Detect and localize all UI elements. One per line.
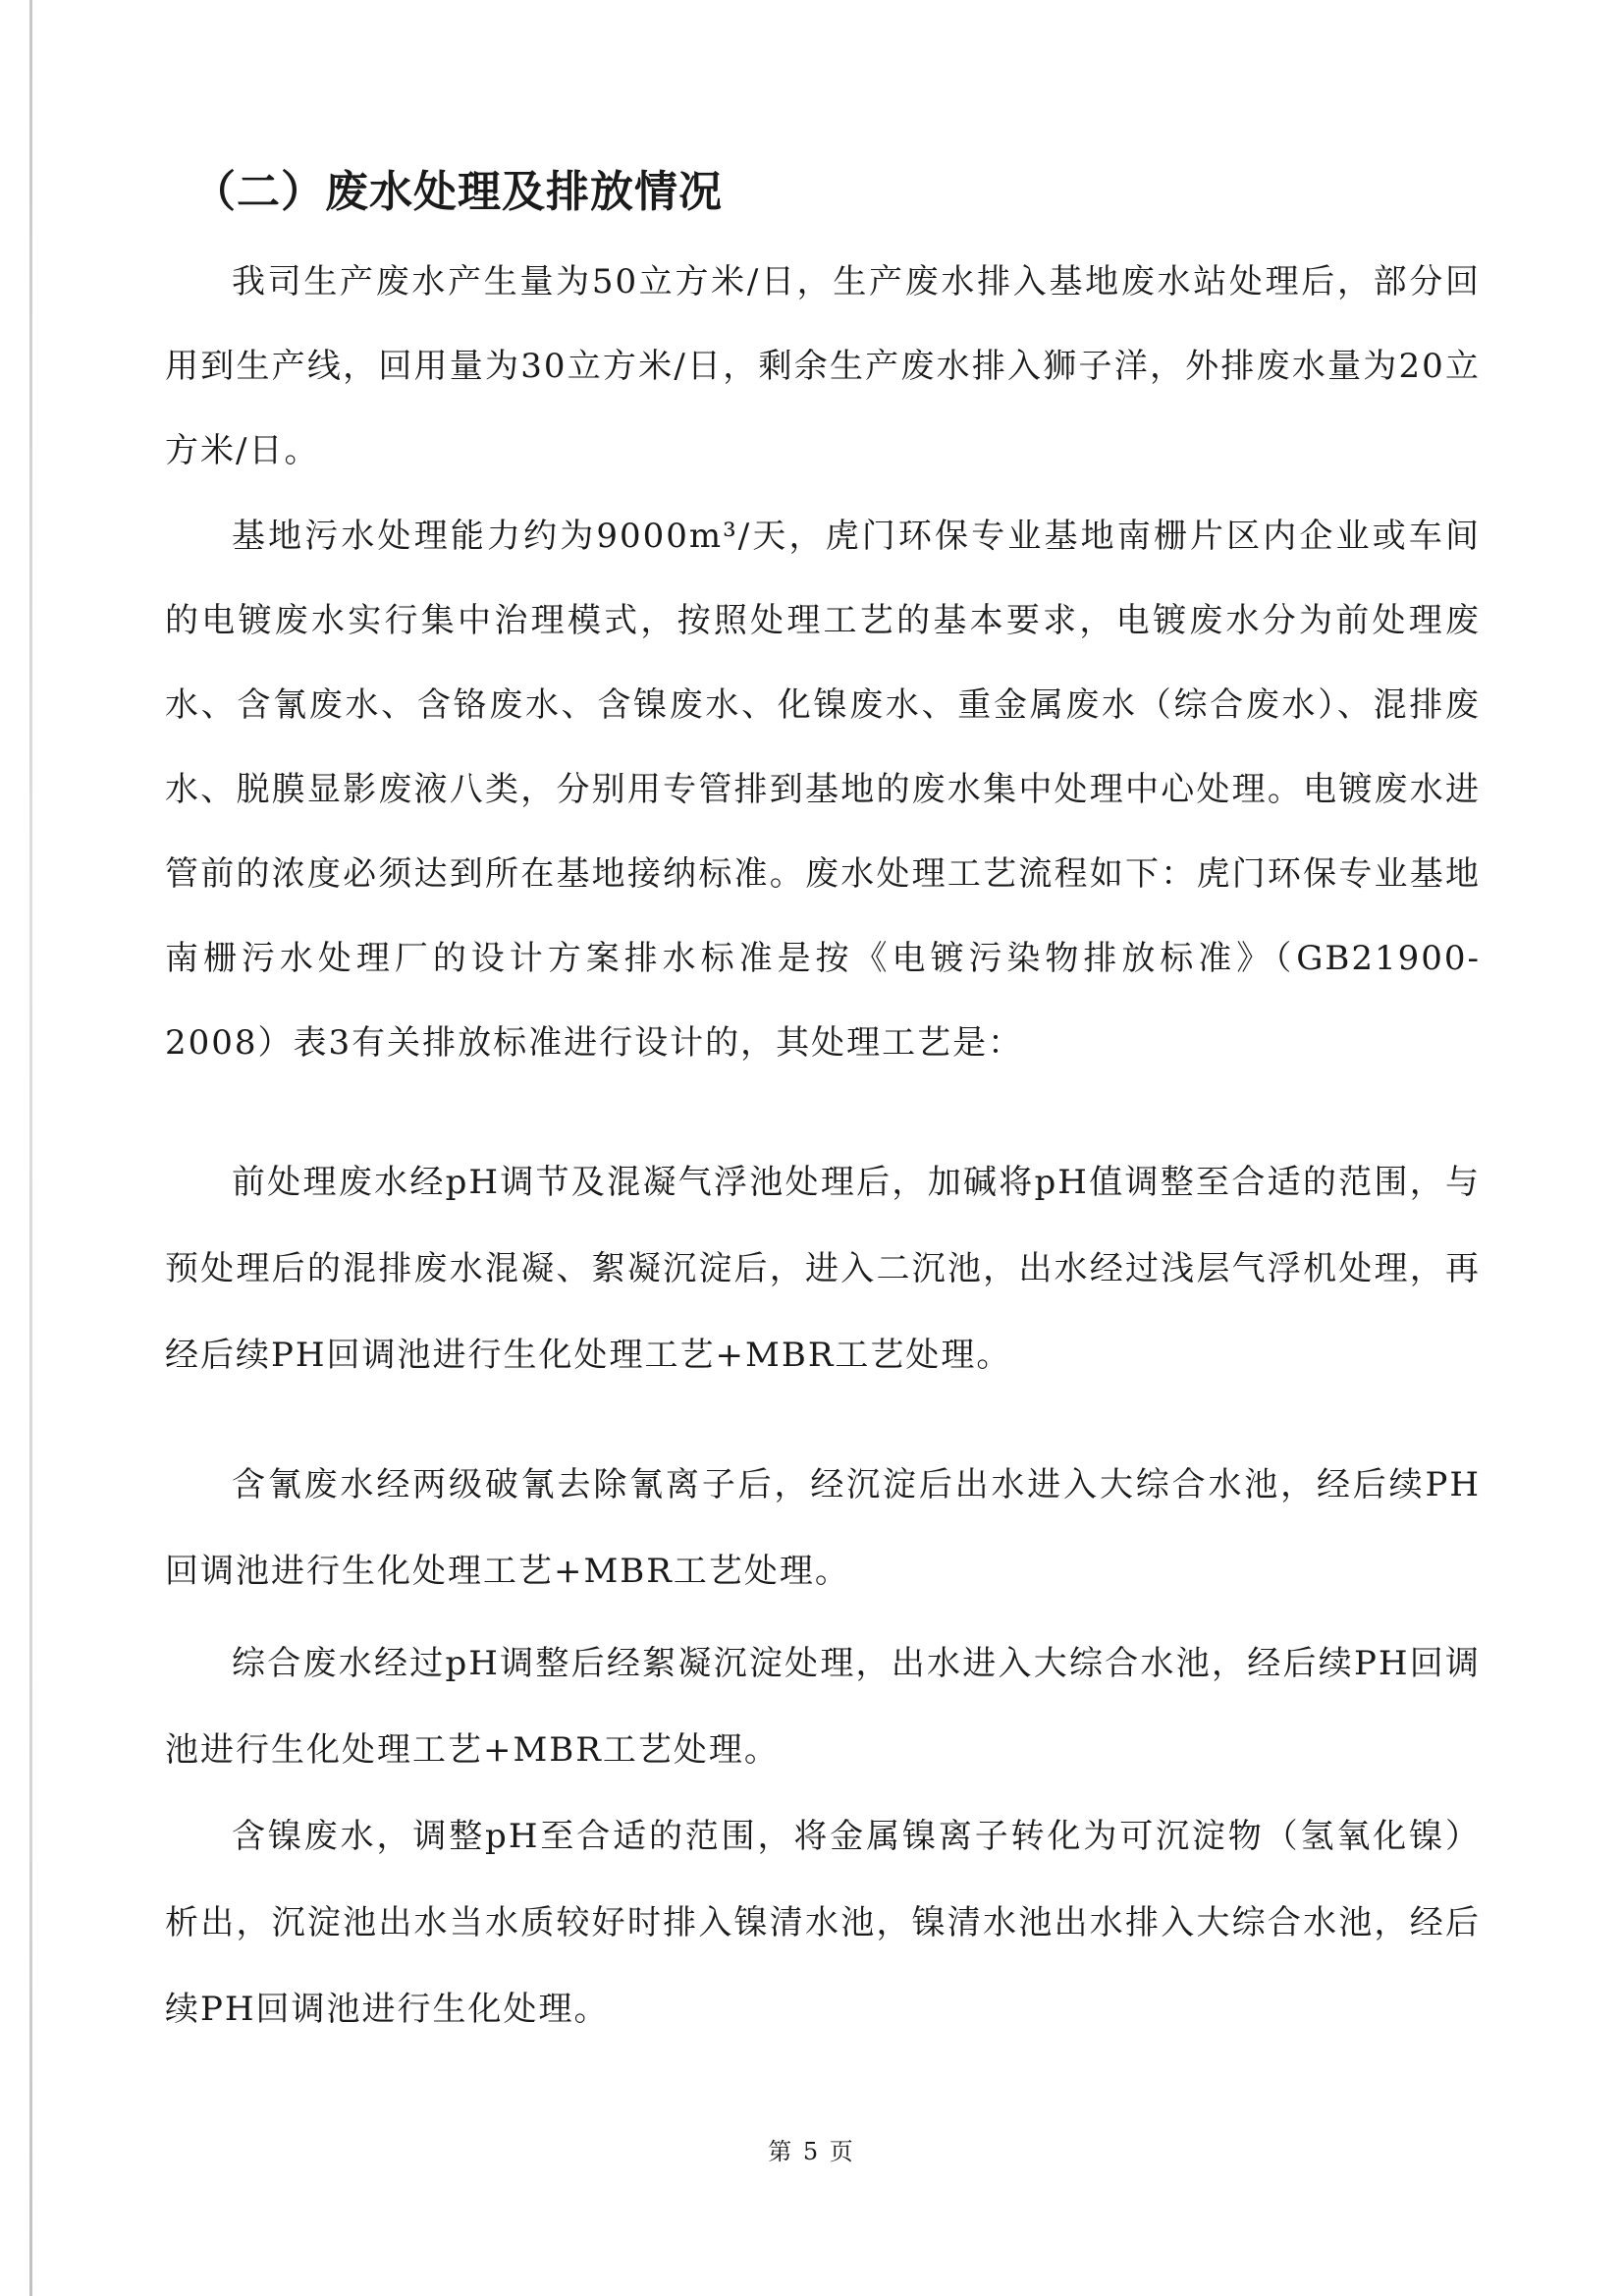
paragraph-comprehensive-wastewater: 综合废水经过pH调整后经絮凝沉淀处理，出水进入大综合水池，经后续PH回调池进行生化处理工艺+MBR工艺处理。 bbox=[165, 1644, 1481, 1770]
page-number: 第 5 页 bbox=[768, 2138, 855, 2165]
scan-edge-shadow bbox=[29, 0, 32, 2296]
paragraph-wastewater-volume: 我司生产废水产生量为50立方米/日，生产废水排入基地废水站处理后，部分回用到生产线，回用量为30立方米/日，剩余生产废水排入狮子洋，外排废水量为20立方米/日。 bbox=[165, 262, 1481, 470]
paragraph-nickel-wastewater: 含镍废水，调整pH至合适的范围，将金属镍离子转化为可沉淀物（氢氧化镍）析出，沉淀池出水当水质较好时排入镍清水池，镍清水池出水排入大综合水池，经后续PH回调池进行生化处理。 bbox=[165, 1817, 1481, 2029]
section-title: （二）废水处理及排放情况 bbox=[192, 167, 723, 217]
paragraph-pretreatment-wastewater: 前处理废水经pH调节及混凝气浮池处理后，加碱将pH值调整至合适的范围，与预处理后的混排废水混凝、絮凝沉淀后，进入二沉池，出水经过浅层气浮机处理，再经后续PH回调池进行生化处理工艺+MBR工艺处理。 bbox=[165, 1163, 1481, 1375]
paragraph-treatment-capacity: 基地污水处理能力约为9000m³/天，虎门环保专业基地南栅片区内企业或车间的电镀废水实行集中治理模式，按照处理工艺的基本要求，电镀废水分为前处理废水、含氰废水、含铬废水、含镍废水、化镍废水、重金属废水（综合废水）、混排废水、脱膜显影废液八类，分别用专管排到基地的废水集中处理中心处理。电镀废水进管前的浓度必须达到所在基地接纳标准。废水处理工艺流程如下：虎门环保专业基地南栅污水处理厂的设计方案排水标准是按《电镀污染物排放标准》（GB21900-2008）表3有关排放标准进行设计的，其处理工艺是： bbox=[165, 517, 1481, 1063]
paragraph-cyanide-wastewater: 含氰废水经两级破氰去除氰离子后，经沉淀后出水进入大综合水池，经后续PH回调池进行生化处理工艺+MBR工艺处理。 bbox=[165, 1465, 1481, 1591]
